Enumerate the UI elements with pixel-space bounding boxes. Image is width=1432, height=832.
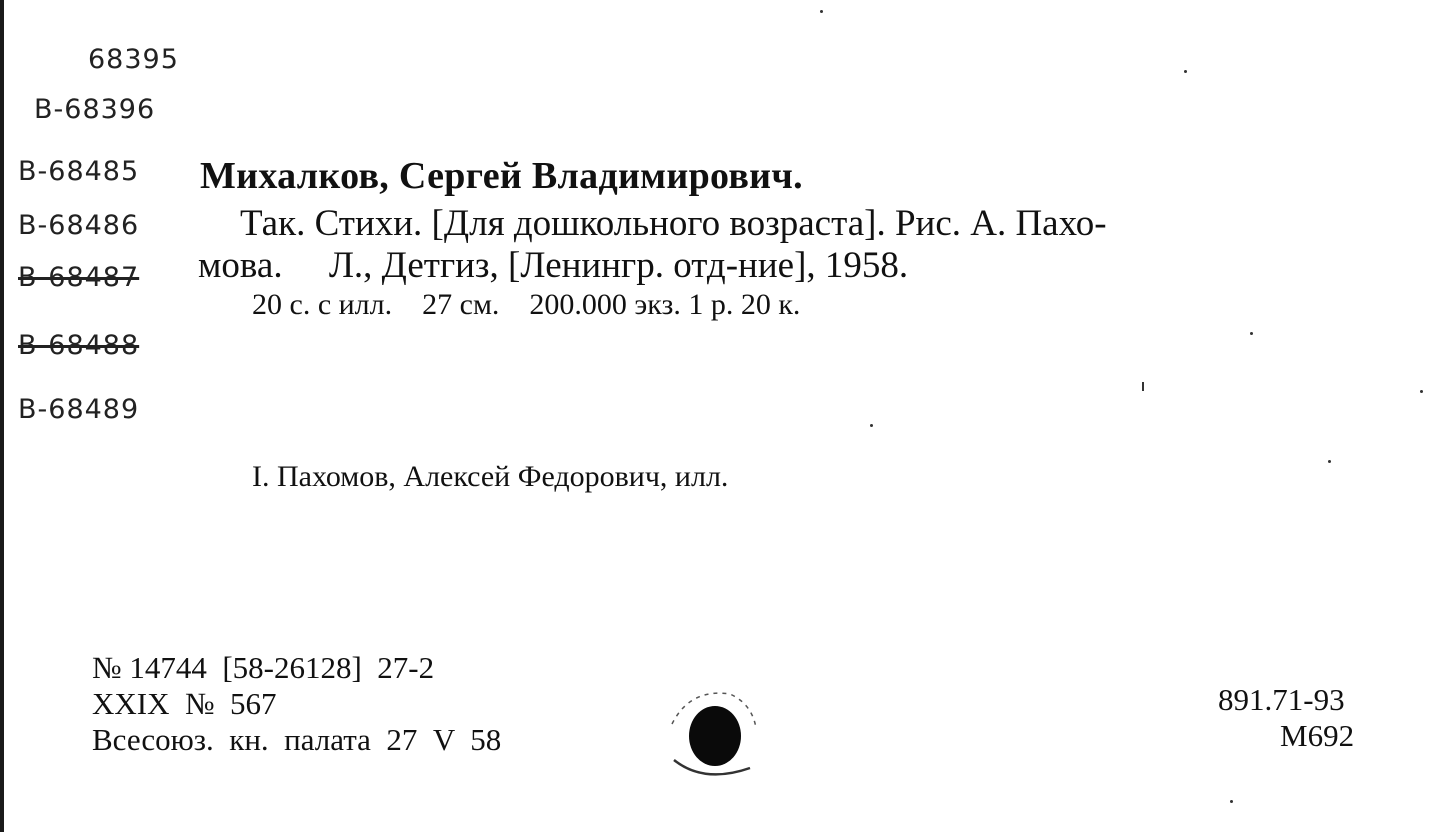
classification-number: 891.71-93 [1218,682,1345,717]
paper-speck [1184,70,1187,73]
paper-speck [1230,800,1233,803]
paper-speck [1142,382,1144,391]
title-line-2: мова. Л., Детгиз, [Ленингр. отд-ние], 1958. [198,245,909,286]
registration-number: № 14744 [58-26128] 27-2 [92,650,435,685]
handwritten-number-1: 68395 [88,44,179,75]
handwritten-number-2: В-68396 [34,94,156,125]
paper-speck [1420,390,1423,393]
paper-speck [820,10,823,13]
series-number: XXIX № 567 [92,686,277,721]
chamber-stamp-line: Всесоюз. кн. палата 27 V 58 [92,722,502,757]
handwritten-number-5-struck: В-68487 [18,262,140,293]
handwritten-number-7: В-68489 [18,394,140,425]
title-line-1: Так. Стихи. [Для дошкольного возраста]. Рис. А. Пахо- [240,203,1107,244]
punch-hole-icon [660,684,760,784]
physical-description: 20 с. с илл. 27 см. 200.000 экз. 1 р. 20 к. [252,288,801,321]
handwritten-number-6-struck: В-68488 [18,330,140,361]
author-heading: Михалков, Сергей Владимирович. [200,155,803,197]
handwritten-number-4: В-68486 [18,210,140,241]
paper-speck [1250,332,1253,335]
handwritten-number-3: В-68485 [18,156,140,187]
paper-speck [870,424,873,427]
card-left-edge [0,0,4,832]
paper-speck [1328,460,1331,463]
cutter-number: М692 [1280,718,1355,753]
added-entry: I. Пахомов, Алексей Федорович, илл. [252,460,729,493]
